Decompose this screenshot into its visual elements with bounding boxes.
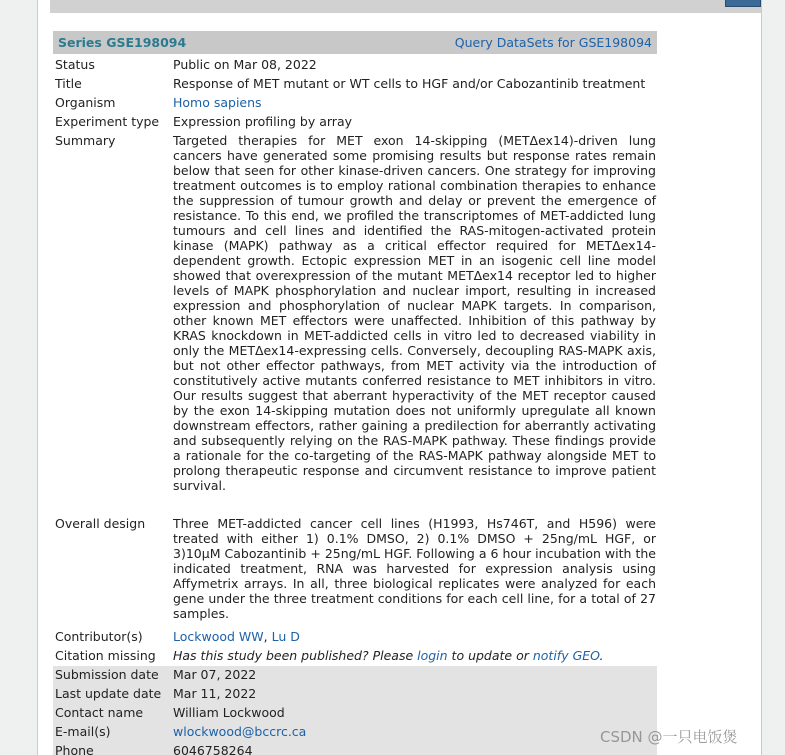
overall-design-text: Three MET-addicted cancer cell lines (H1993, Hs746T, and H596) were treated with either 1) 0.1% DMSO, 2) 0.1% DMSO + 25ng/mL HGF, or 3)10µM Cabozantinib + 25ng/mL HGF. Following a 6 hour incubation with the indicated treatment, RNA was harvested for expression analysis using Affymetrix arrays. In all, three biological replicates were analyzed for each gene under the three treatment conditions for each cell line, for a total of 27 samples. — [173, 516, 656, 621]
watermark: CSDN @一只电饭煲 — [600, 728, 738, 746]
experiment-type-value: Expression profiling by array — [173, 114, 353, 129]
summary-row — [53, 133, 657, 498]
citation-row — [53, 648, 657, 663]
series-header — [53, 31, 657, 54]
citation-label: Citation missing — [55, 648, 156, 663]
organism-label: Organism — [55, 95, 116, 110]
status-value: Public on Mar 08, 2022 — [173, 57, 317, 72]
notify-geo-link[interactable]: notify GEO — [532, 648, 600, 663]
login-link[interactable]: login — [417, 648, 448, 663]
title-row — [53, 76, 657, 91]
submission-date-row — [53, 666, 657, 685]
last-update-label: Last update date — [55, 686, 162, 701]
citation-text: to update or — [447, 648, 533, 663]
phone-value: 6046758264 — [173, 743, 253, 755]
contact-name-label: Contact name — [55, 705, 144, 720]
top-button[interactable] — [725, 0, 761, 7]
experiment-type-label: Experiment type — [55, 114, 160, 129]
email-link[interactable]: wlockwood@bccrc.ca — [173, 724, 307, 739]
series-title: Series GSE198094 — [58, 35, 187, 50]
phone-row — [53, 742, 657, 755]
email-label: E-mail(s) — [55, 724, 111, 739]
contact-name-value: William Lockwood — [173, 705, 285, 720]
last-update-row — [53, 685, 657, 704]
contributor-link[interactable]: Lockwood WW — [173, 629, 264, 644]
contact-name-row — [53, 704, 657, 723]
citation-value — [173, 648, 656, 663]
contributors-row — [53, 629, 657, 644]
query-datasets-link[interactable]: Query DataSets for GSE198094 — [454, 35, 652, 50]
submission-date-label: Submission date — [55, 667, 159, 682]
experiment-type-row — [53, 114, 657, 129]
top-bar — [50, 0, 761, 13]
contributor-separator: , — [263, 629, 272, 644]
overall-design-row — [53, 516, 657, 621]
contributor-link[interactable]: Lu D — [271, 629, 300, 644]
title-value: Response of MET mutant or WT cells to HGF and/or Cabozantinib treatment — [173, 76, 646, 91]
citation-text: . — [599, 648, 604, 663]
contributors-label: Contributor(s) — [55, 629, 143, 644]
email-row — [53, 723, 657, 742]
submission-date-value: Mar 07, 2022 — [173, 667, 257, 682]
overall-design-label: Overall design — [55, 516, 146, 531]
status-label: Status — [55, 57, 95, 72]
citation-text: Has this study been published? Please — [173, 648, 418, 663]
organism-row — [53, 95, 657, 110]
summary-text: Targeted therapies for MET exon 14-skipping (METΔex14)-driven lung cancers have generated some promising results but response rates remain below that seen for other kinase-driven cancers. One strategy for improving treatment outcomes is to employ rational combination therapies to enhance the suppression of tumour growth and delay or prevent the emergence of resistance. To this end, we profiled the transcriptomes of MET-addicted lung tumours and cell lines and identified the RAS-mitogen-activated protein kinase (MAPK) pathway as a critical effector required for METΔex14-dependent growth. Ectopic expression MET in an isogenic cell line model showed that overexpression of the mutant METΔex14 receptor led to higher levels of MAPK phosphorylation and nuclear import, resulting in increased expression and phosphorylation of nuclear MAPK targets. In comparison, other known MET effectors were unaffected. Inhibition of this pathway by KRAS knockdown in MET-addicted cells in vitro led to decreased viability in only the METΔex14-expressing cells. Conversely, decoupling RAS-MAPK axis, but not other effector pathways, from MET activity via the introduction of constitutively active mutants conferred resistance to MET inhibitors in vitro. Our results suggest that aberrant hyperactivity of the MET receptor caused by the exon 14-skipping mutation does not uniformly upregulate all known downstream effectors, rather gaining a predilection for aberrantly activating and subsequently relying on the RAS-MAPK pathway. These findings provide a rationale for the co-targeting of the RAS-MAPK pathway alongside MET to prolong therapeutic response and circumvent resistance to improve patient survival. — [173, 133, 656, 493]
phone-label: Phone — [55, 743, 94, 755]
title-label: Title — [55, 76, 82, 91]
organism-link[interactable]: Homo sapiens — [173, 95, 262, 110]
last-update-value: Mar 11, 2022 — [173, 686, 257, 701]
summary-label: Summary — [55, 133, 116, 148]
status-row — [53, 57, 657, 72]
contributors-value — [173, 629, 656, 644]
